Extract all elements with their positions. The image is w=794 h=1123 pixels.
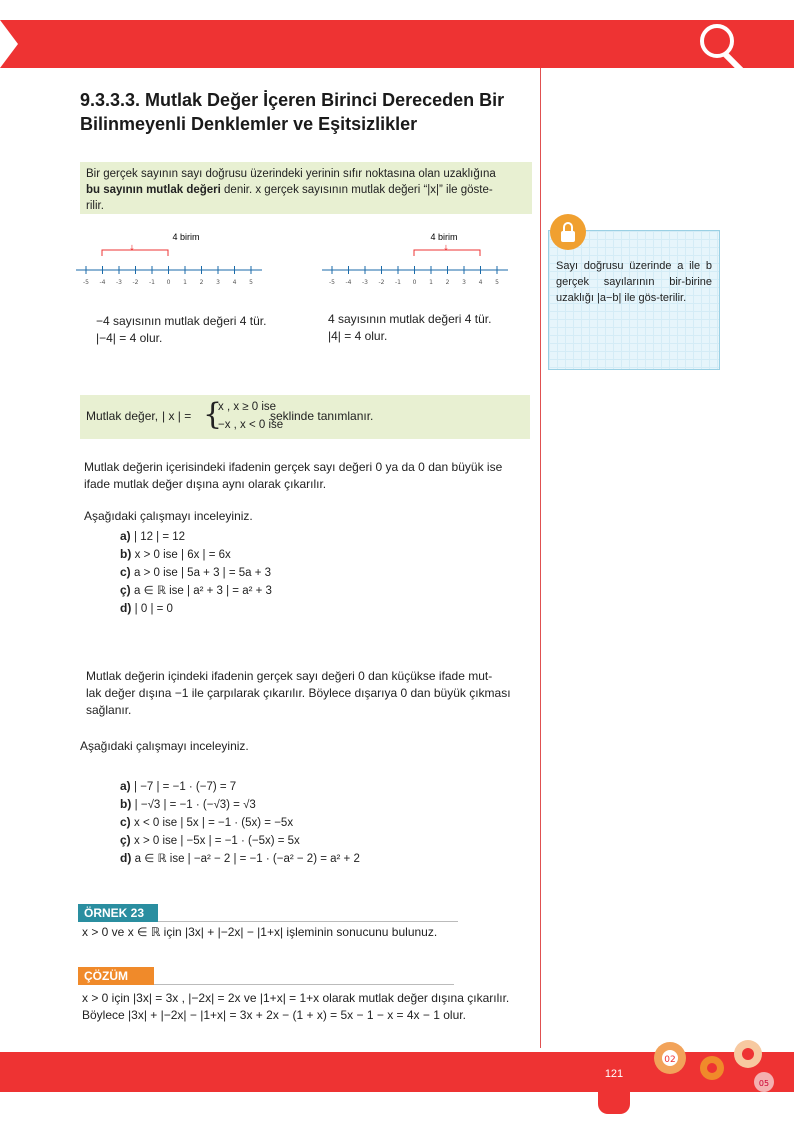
example-label: c) [120, 815, 135, 829]
caption-right: 4 sayısının mutlak değeri 4 tür. |4| = 4 olur. [328, 312, 492, 343]
example-item [120, 850, 360, 867]
tick-label: -5 [83, 279, 89, 286]
example-label: ç) [120, 833, 135, 847]
column-divider [540, 68, 541, 1048]
tick-label: -2 [378, 279, 385, 286]
sidenote-text: Sayı doğrusu üzerinde a ile b gerçek sayılarının bir-birine uzaklığı |a−b| ile gös-terilir. [556, 260, 712, 304]
tick-label: -1 [395, 279, 401, 286]
gears-decoration-icon [640, 1040, 790, 1100]
example-tag: ÖRNEK 23 [78, 904, 158, 922]
example-label: b) [120, 547, 135, 561]
solution-tag: ÇÖZÜM [78, 967, 154, 985]
example-label: ç) [120, 583, 135, 597]
example-label: c) [120, 565, 135, 579]
example-item [120, 582, 272, 599]
definition-suffix: şeklinde tanımlanır. [270, 409, 374, 423]
example-expression: a > 0 ise | 5a + 3 | = 5a + 3 [134, 567, 272, 579]
case-positive: x , x ≥ 0 ise [218, 401, 277, 413]
tick-label: 5 [495, 279, 499, 286]
example-expression: x > 0 ise | −5x | = −1 · (−5x) = 5x [134, 835, 300, 847]
gear-label-1: 02 [664, 1055, 676, 1065]
example-question: x > 0 ve x ∈ ℝ için |3x| + |−2x| − |1+x| işleminin sonucunu bulunuz. [82, 925, 438, 939]
tick-label: -5 [329, 279, 335, 286]
example-label: a) [120, 779, 135, 793]
brace-icon: { [203, 397, 223, 432]
definition-box: Bir gerçek sayının sayı doğrusu üzerindeki yerinin sıfır noktasına olan uzaklığına bu sayının mutlak değeri denir. x gerçek sayısının mutlak değeri “|x|” ile göste- rilir. [80, 162, 532, 214]
tick-label: -4 [345, 279, 352, 286]
tick-label: -4 [99, 279, 106, 286]
tick-label: 0 [412, 279, 417, 286]
example-expression: | 12 | = 12 [134, 531, 186, 543]
tick-label: -3 [362, 279, 368, 286]
example-item [120, 564, 271, 581]
svg-text:↓: ↓ [129, 244, 135, 252]
example-rule [158, 921, 458, 922]
example-item [120, 796, 256, 813]
instruction-2: Aşağıdaki çalışmayı inceleyiniz. [80, 739, 249, 753]
section-title: 9.3.3.3. Mutlak Değer İçeren Birinci Dereceden Bir Bilinmeyenli Denklemler ve Eşitsizlikler [80, 90, 505, 134]
example-item [120, 528, 185, 545]
example-expression: a ∈ ℝ ise | a² + 3 | = a² + 3 [134, 585, 272, 597]
tick-label: 2 [445, 279, 450, 286]
example-expression: | 0 | = 0 [134, 603, 173, 615]
example-item [120, 832, 300, 849]
absolute-value-definition-box [80, 395, 530, 439]
example-item [120, 546, 231, 563]
page-number-tab [598, 1052, 630, 1114]
header-bar [0, 20, 794, 68]
example-expression: x < 0 ise | 5x | = −1 · (5x) = −5x [134, 817, 294, 829]
example-expression: x > 0 ise | 6x | = 6x [134, 549, 231, 561]
tick-label: 2 [199, 279, 204, 286]
definition-prefix: Mutlak değer, [86, 409, 159, 423]
tick-label: 3 [216, 279, 220, 286]
example-label: d) [120, 851, 135, 865]
tick-label: 4 [478, 279, 483, 286]
rule-paragraph-1: Mutlak değerin içerisindeki ifadenin gerçek sayı değeri 0 ya da 0 dan büyük ise ifade mutlak değer dışına aynı olarak çıkarılır. [84, 460, 503, 491]
instruction-1: Aşağıdaki çalışmayı inceleyiniz. [84, 509, 253, 523]
tick-label: 0 [166, 279, 171, 286]
definition-lhs: | x | = [162, 409, 192, 423]
number-line-right [318, 228, 518, 288]
tick-label: -3 [116, 279, 122, 286]
tick-label: 5 [249, 279, 253, 286]
rule-paragraph-2: Mutlak değerin içindeki ifadenin gerçek sayı değeri 0 dan küçükse ifade mut- lak değer dışına −1 ile çarpılarak çıkarılır. Böylece dışarıya 0 dan büyük çıkması sağlanır. [86, 669, 511, 717]
example-label: b) [120, 797, 135, 811]
gear-label-2: 05 [758, 1079, 770, 1088]
example-expression: | −7 | = −1 · (−7) = 7 [134, 781, 237, 793]
solution-text: x > 0 için |3x| = 3x , |−2x| = 2x ve |1+x| = 1+x olarak mutlak değer dışına çıkarılır. Böylece |3x| + |−2x| − |1+x| = 3x + 2x − (1 + x) = 5x − 1 − x = 4x − 1 olur. [82, 991, 510, 1022]
tick-label: 1 [183, 279, 187, 286]
svg-text:↓: ↓ [443, 244, 449, 252]
example-item [120, 778, 236, 795]
solution-rule [154, 984, 454, 985]
header-arrow-icon [0, 20, 18, 68]
distance-label: 4 birim [172, 232, 200, 242]
tick-label: 4 [232, 279, 237, 286]
top-margin [0, 0, 794, 20]
lock-icon [550, 214, 586, 250]
number-line-left [72, 228, 272, 288]
case-negative: −x , x < 0 ise [218, 419, 284, 431]
distance-label: 4 birim [430, 232, 458, 242]
example-item [120, 600, 173, 617]
tick-label: -2 [132, 279, 139, 286]
page-number: 121 [604, 1068, 624, 1080]
example-label: a) [120, 529, 135, 543]
example-label: d) [120, 601, 135, 615]
tick-label: -1 [149, 279, 155, 286]
example-item [120, 814, 293, 831]
tick-label: 1 [429, 279, 433, 286]
example-expression: a ∈ ℝ ise | −a² − 2 | = −1 · (−a² − 2) = a² + 2 [134, 853, 360, 865]
caption-left: −4 sayısının mutlak değeri 4 tür. |−4| = 4 olur. [96, 314, 267, 345]
example-expression: | −√3 | = −1 · (−√3) = √3 [134, 799, 256, 811]
tick-label: 3 [462, 279, 466, 286]
